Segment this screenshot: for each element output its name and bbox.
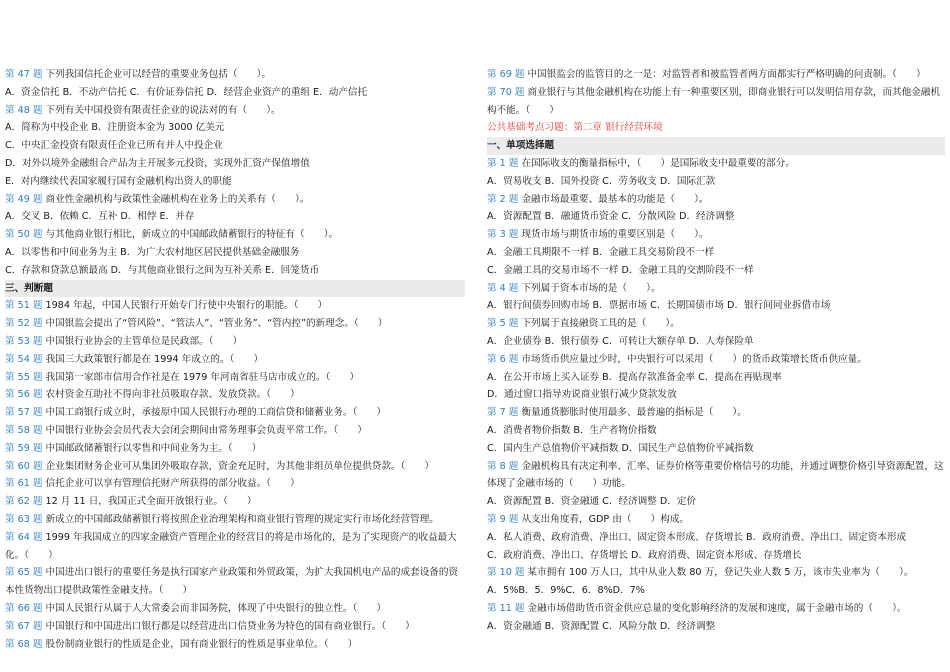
question-text: 在国际收支的衡量指标中，（ ）是国际收支中最重要的部分。 <box>518 157 795 169</box>
question-line <box>5 226 465 244</box>
question-text: 新成立的中国邮政储蓄银行将按照企业治理架构和商业银行管理的规定实行市场化经营管理。 <box>42 513 439 525</box>
question-text: 中国银行和中国进出口银行都是以经营进出口信贷业务为特色的国有商业银行。（ ） <box>42 620 415 632</box>
question-number: 第 60 题 <box>5 460 43 472</box>
question-number: 第 66 题 <box>5 602 43 614</box>
option-line: E．对内继续代表国家履行国有金融机构出资人的职能 <box>5 175 232 187</box>
question-text: 下列属于直接融资工具的是（ ）。 <box>518 318 680 330</box>
question-number: 第 68 题 <box>5 638 43 650</box>
question-line <box>487 315 945 333</box>
question-number: 第 70 题 <box>487 86 525 98</box>
option-line: A．交叉 B．依赖 C．互补 D．相悖 E．并存 <box>5 211 195 223</box>
option-line: A．资源配置 B．资金融通 C．经济调整 D．定价 <box>487 496 697 508</box>
question-text: 股份制商业银行的性质是企业，国有商业银行的性质是事业单位。（ ） <box>42 638 358 650</box>
question-text: 下列我国信托企业可以经营的重要业务包括（ ）。 <box>42 69 271 80</box>
chapter-heading: 公共基础考点习题：第二章 银行经营环境 <box>487 122 663 134</box>
question-text: 市场货币供应量过少时，中央银行可以采用（ ）的货币政策增长货币供应量。 <box>518 353 867 365</box>
question-number: 第 47 题 <box>5 69 43 80</box>
question-number: 第 10 题 <box>487 567 525 579</box>
question-text: 1999 年我国成立的四家金融资产管理企业的经营目的将是市场化的，是为了实现资产的收益最大化。（ ） <box>5 531 457 561</box>
question-number: 第 49 题 <box>5 193 43 205</box>
question-line <box>487 404 945 422</box>
question-text: 1984 年起，中国人民银行开始专门行使中央银行的职能。（ ） <box>42 300 328 312</box>
section-heading: 三、判断题 <box>5 280 465 298</box>
question-number: 第 55 题 <box>5 371 43 383</box>
question-text: 中国进出口银行的重要任务是执行国家产业政策和外贸政策，为扩大我国机电产品的成套设备的资本性货物出口提供政策性金融支持。（ ） <box>5 567 459 597</box>
question-line <box>5 191 465 209</box>
question-text: 下列属于资本市场的是（ ）。 <box>518 282 661 294</box>
question-text: 商业性金融机构与政策性金融机构在业务上的关系有（ ）。 <box>42 193 310 205</box>
question-text: 中国银行业协会会员代表大会闭会期间由常务理事会负责平常工作。（ ） <box>42 424 367 436</box>
question-number: 第 51 题 <box>5 300 43 312</box>
question-line <box>5 315 465 333</box>
question-line <box>5 66 465 84</box>
option-line: A．5%B．5．9%C．6．8%D．7% <box>487 585 645 597</box>
option-line: C．金融工具的交易市场不一样 D．金融工具的交割阶段不一样 <box>487 264 754 276</box>
question-number: 第 4 题 <box>487 282 519 294</box>
question-line <box>487 351 945 369</box>
question-number: 第 2 题 <box>487 193 519 205</box>
left-column <box>5 66 465 653</box>
option-line: A．银行间债券回购市场 B．票据市场 C．长期国债市场 D．银行间同业拆借市场 <box>487 300 831 312</box>
question-number: 第 9 题 <box>487 513 519 525</box>
question-line <box>5 422 465 440</box>
question-line <box>5 351 465 369</box>
question-line <box>5 564 465 600</box>
question-line <box>5 404 465 422</box>
question-number: 第 7 题 <box>487 407 519 419</box>
option-line: A．私人消费、政府消费、净出口、固定资本形成、存货增长 B．政府消费、净出口、固定资本形成 <box>487 531 907 543</box>
question-number: 第 59 题 <box>5 442 43 454</box>
question-text: 与其他商业银行相比，新成立的中国邮政储蓄银行的特征有（ ）。 <box>42 229 339 241</box>
question-line <box>5 386 465 404</box>
question-text: 现货市场与期货市场的重要区别是（ ）。 <box>518 229 709 241</box>
question-line <box>487 511 945 529</box>
question-number: 第 11 题 <box>487 602 525 614</box>
question-line <box>5 440 465 458</box>
question-line <box>5 369 465 387</box>
question-text: 企业集团财务企业可从集团外吸取存款，资金充足时，为其他非组员单位提供贷款。（ ） <box>42 460 435 472</box>
question-line <box>5 636 465 654</box>
section-heading: 一、单项选择题 <box>487 137 945 155</box>
question-text: 金融市场借助货币资金供应总量的变化影响经济的发展和速度，属于金融市场的（ ）。 <box>524 602 907 614</box>
question-line <box>487 66 945 84</box>
question-line <box>487 155 945 173</box>
question-number: 第 56 题 <box>5 389 43 401</box>
question-number: 第 6 题 <box>487 353 519 365</box>
question-number: 第 5 题 <box>487 318 519 330</box>
question-number: 第 1 题 <box>487 157 519 169</box>
option-line: A．金融工具期限不一样 B．金融工具交易阶段不一样 <box>487 246 715 258</box>
question-text: 中国银监会的监管目的之一是：对监管者和被监管者两方面都实行严格明确的问责制。（ ） <box>524 69 926 80</box>
question-number: 第 65 题 <box>5 567 43 579</box>
question-text: 信托企业可以享有管理信托财产所获得的部分收益。（ ） <box>42 478 300 490</box>
question-line <box>487 564 945 582</box>
question-line <box>487 191 945 209</box>
question-line <box>487 280 945 298</box>
question-line <box>5 102 465 120</box>
option-line: A．企业债券 B．银行债券 C．可转让大额存单 D．人寿保险单 <box>487 335 754 347</box>
question-line <box>487 84 945 120</box>
question-line <box>5 511 465 529</box>
question-number: 第 62 题 <box>5 496 43 508</box>
question-text: 中国银监会提出了“管风险”、“管法人”、“管业务”、“管内控”的新理念。（ ） <box>42 318 388 330</box>
question-number: 第 52 题 <box>5 318 43 330</box>
option-line: A．在公开市场上买入证券 B．提高存款准备金率 C．提高在再贴现率 <box>487 371 782 383</box>
question-number: 第 58 题 <box>5 424 43 436</box>
question-line <box>5 475 465 493</box>
question-number: 第 63 题 <box>5 513 43 525</box>
question-number: 第 3 题 <box>487 229 519 241</box>
option-line: D．对外以境外金融组合产品为主开展多元投资，实现外汇资产保值增值 <box>5 157 310 169</box>
question-number: 第 61 题 <box>5 478 43 490</box>
question-number: 第 8 题 <box>487 460 519 472</box>
question-line <box>5 618 465 636</box>
option-line: A．资金信托 B．不动产信托 C．有价证券信托 D．经营企业资产的重组 E．动产信托 <box>5 86 368 98</box>
question-text: 中国银行业协会的主管单位是民政部。（ ） <box>42 335 243 347</box>
question-number: 第 64 题 <box>5 531 43 543</box>
question-text: 中国人民银行从属于人大常委会而非国务院，体现了中央银行的独立性。（ ） <box>42 602 387 614</box>
option-line: C．政府消费、净出口、存货增长 D．政府消费、固定资本形成、存货增长 <box>487 549 802 561</box>
question-line <box>5 493 465 511</box>
question-text: 某市拥有 100 万人口，其中从业人数 80 万，登记失业人数 5 万，该市失业率为（ ）。 <box>524 567 914 579</box>
question-line <box>487 600 945 618</box>
question-text: 衡量通货膨胀时使用最多、最普遍的指标是（ ）。 <box>518 407 747 419</box>
option-line: A．以零售和中间业务为主 B．为广大农村地区居民提供基础金融服务 <box>5 246 300 258</box>
right-column <box>487 66 945 636</box>
question-number: 第 57 题 <box>5 407 43 419</box>
question-text: 下列有关中国投资有限责任企业的说法对的有（ ）。 <box>42 104 281 116</box>
question-line <box>5 333 465 351</box>
question-text: 金融市场最重要、最基本的功能是（ ）。 <box>518 193 709 205</box>
question-number: 第 54 题 <box>5 353 43 365</box>
question-number: 第 67 题 <box>5 620 43 632</box>
option-line: A．消费者物价指数 B．生产者物价指数 <box>487 424 657 436</box>
option-line: C．国内生产总值物价平减指数 D．国民生产总值物价平减指数 <box>487 442 754 454</box>
option-line: A．贸易收支 B．国外投资 C．劳务收支 D．国际汇款 <box>487 175 716 187</box>
question-number: 第 48 题 <box>5 104 43 116</box>
question-number: 第 53 题 <box>5 335 43 347</box>
question-text: 商业银行与其他金融机构在功能上有一种重要区别，即商业银行可以发明信用存款，而其他金融机构不能。（ ） <box>487 86 941 116</box>
question-text: 我国三大政策银行都是在 1994 年成立的。（ ） <box>42 353 264 365</box>
option-line: C．存款和贷款总额最高 D．与其他商业银行之间为互补关系 E．回笼货币 <box>5 264 320 276</box>
question-text: 从支出角度看，GDP 由（ ）构成。 <box>518 513 690 525</box>
question-line <box>5 600 465 618</box>
option-line: A．资金融通 B．资源配置 C．风险分散 D．经济调整 <box>487 620 716 632</box>
option-line: A．资源配置 B．融通货币资金 C．分散风险 D．经济调整 <box>487 211 735 223</box>
option-line: C．中央汇金投资有限责任企业已所有并人中投企业 <box>5 140 223 152</box>
option-line: A．简称为中投企业 B．注册资本金为 3000 亿美元 <box>5 122 225 134</box>
question-text: 中国工商银行成立时，承接原中国人民银行办理的工商信贷和储蓄业务。（ ） <box>42 407 387 419</box>
question-text: 12 月 11 日，我国正式全面开放银行业。（ ） <box>42 496 257 508</box>
question-line <box>5 297 465 315</box>
question-number: 第 50 题 <box>5 229 43 241</box>
question-line <box>487 458 945 494</box>
question-text: 我国第一家郎市信用合作社是在 1979 年河南省驻马店市成立的。（ ） <box>42 371 360 383</box>
question-line <box>487 226 945 244</box>
question-number: 第 69 题 <box>487 69 525 80</box>
question-text: 中国邮政储蓄银行以零售和中间业务为主。（ ） <box>42 442 262 454</box>
question-line <box>5 529 465 565</box>
option-line: D．通过窗口指导劝说商业银行减少贷款发放 <box>487 389 677 401</box>
question-text: 金融机构具有决定利率、汇率、证券价格等重要价格信号的功能，并通过调整价格引导资源配置，这体现了金融市场的（ ）功能。 <box>487 460 944 490</box>
question-line <box>5 458 465 476</box>
question-text: 农村资金互助社不得向非社员吸取存款、发放贷款。（ ） <box>42 389 300 401</box>
